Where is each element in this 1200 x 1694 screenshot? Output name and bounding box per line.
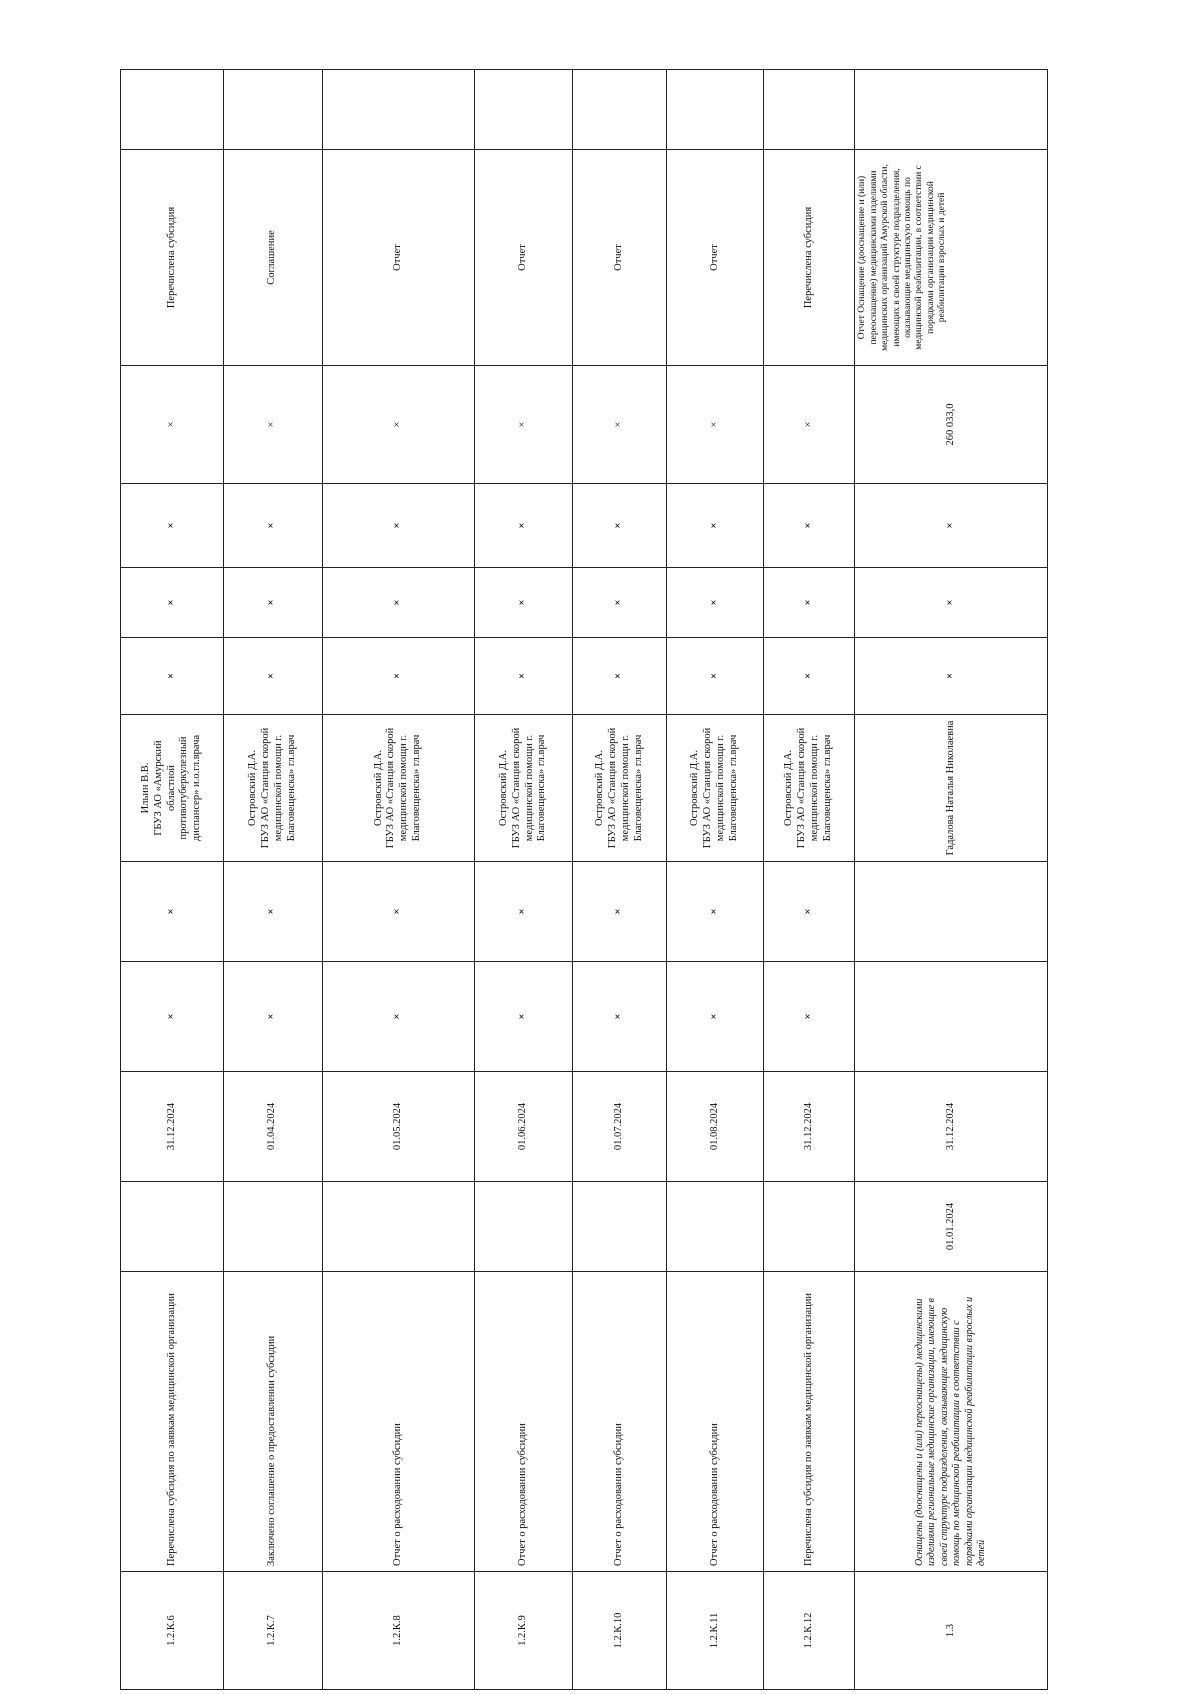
mark-cell: ×: [322, 962, 474, 1072]
responsible-person: Ильин В.В. ГБУЗ АО «Амурский областной противотуберкулезный диспансер» и.о.гл.врача: [121, 715, 224, 862]
mark-cell: ×: [121, 638, 224, 715]
mark-cell: ×: [667, 862, 763, 962]
mark-cell: ×: [121, 484, 224, 568]
amount-cell: 260 033,0: [855, 366, 1048, 484]
empty-cell: [573, 70, 667, 150]
responsible-person: Островский Д.А. ГБУЗ АО «Станция скорой медицинской помощи г. Благовещенска» гл.врач: [667, 715, 763, 862]
responsible-person: Островский Д.А. ГБУЗ АО «Станция скорой медицинской помощи г. Благовещенска» гл.врач: [573, 715, 667, 862]
amount-cell: ×: [573, 366, 667, 484]
mark-cell: ×: [121, 568, 224, 638]
start-date: [121, 1182, 224, 1272]
result-document: Отчет Оснащение (дооснащение и (или) переоснащение) медицинскими изделиями медицинских организаций Амурской области, имеющих в своей структуре подразделения, оказывающие медицинскую помощь по медицинской реабилитации, в соответствии с порядками организации медицинской реабилитации взрослых и детей: [855, 150, 1048, 366]
mark-cell: ×: [573, 484, 667, 568]
result-document: Перечислена субсидия: [763, 150, 855, 366]
end-date: 01.07.2024: [573, 1072, 667, 1182]
result-document: Отчет: [667, 150, 763, 366]
start-date: [573, 1182, 667, 1272]
amount-cell: ×: [224, 366, 323, 484]
row-name: Отчет о расходовании субсидии: [667, 1272, 763, 1572]
amount-cell: ×: [121, 366, 224, 484]
end-date: 31.12.2024: [855, 1072, 1048, 1182]
result-document: Соглашение: [224, 150, 323, 366]
empty-cell: [474, 70, 573, 150]
mark-cell: ×: [224, 962, 323, 1072]
table-row: [474, 70, 573, 1690]
row-code: 1.2.К.12: [763, 1572, 855, 1690]
row-code: 1.2.К.7: [224, 1572, 323, 1690]
row-code: 1.2.К.11: [667, 1572, 763, 1690]
row-name: Перечислена субсидия по заявкам медицинской организации: [121, 1272, 224, 1572]
mark-cell: ×: [763, 862, 855, 962]
row-code: 1.3: [855, 1572, 1048, 1690]
mark-cell: ×: [573, 862, 667, 962]
amount-cell: ×: [322, 366, 474, 484]
end-date: 31.12.2024: [763, 1072, 855, 1182]
mark-cell: ×: [573, 568, 667, 638]
start-date: [322, 1182, 474, 1272]
mark-cell: ×: [667, 638, 763, 715]
row-code: 1.2.К.10: [573, 1572, 667, 1690]
end-date: 31.12.2024: [121, 1072, 224, 1182]
mark-cell: ×: [224, 568, 323, 638]
row-code: 1.2.К.6: [121, 1572, 224, 1690]
row-code: 1.2.К.8: [322, 1572, 474, 1690]
end-date: 01.05.2024: [322, 1072, 474, 1182]
empty-cell: [121, 70, 224, 150]
empty-cell: [855, 70, 1048, 150]
mark-cell: ×: [474, 484, 573, 568]
mark-cell: [855, 962, 1048, 1072]
row-name: Оснащены (дооснащены и (или) переоснащены) медицинскими изделиями региональные медицинские организации, имеющие в своей структуре подразделения, оказывающие медицинскую помощь по медицинской реабилитации в соответствии с порядками организации медицинской реабилитации взрослых и детей: [855, 1272, 1048, 1572]
row-name: Перечислена субсидия по заявкам медицинской организации: [763, 1272, 855, 1572]
mark-cell: ×: [573, 638, 667, 715]
mark-cell: [855, 862, 1048, 962]
row-name: Отчет о расходовании субсидии: [573, 1272, 667, 1572]
mark-cell: ×: [224, 638, 323, 715]
table-row: [322, 70, 474, 1690]
amount-cell: ×: [763, 366, 855, 484]
amount-cell: ×: [667, 366, 763, 484]
mark-cell: ×: [763, 638, 855, 715]
mark-cell: ×: [474, 962, 573, 1072]
responsible-person: Островский Д.А. ГБУЗ АО «Станция скорой медицинской помощи г. Благовещенска» гл.врач: [322, 715, 474, 862]
mark-cell: ×: [763, 568, 855, 638]
mark-cell: ×: [121, 962, 224, 1072]
mark-cell: ×: [474, 862, 573, 962]
row-code: 1.2.К.9: [474, 1572, 573, 1690]
start-date: [224, 1182, 323, 1272]
mark-cell: ×: [322, 568, 474, 638]
table-row: [224, 70, 323, 1690]
row-name: Отчет о расходовании субсидии: [474, 1272, 573, 1572]
start-date: [667, 1182, 763, 1272]
start-date: 01.01.2024: [855, 1182, 1048, 1272]
table-row: [763, 70, 855, 1690]
mark-cell: ×: [855, 638, 1048, 715]
empty-cell: [667, 70, 763, 150]
result-document: Отчет: [322, 150, 474, 366]
end-date: 01.04.2024: [224, 1072, 323, 1182]
mark-cell: ×: [573, 962, 667, 1072]
end-date: 01.08.2024: [667, 1072, 763, 1182]
result-document: Перечислена субсидия: [121, 150, 224, 366]
mark-cell: ×: [855, 568, 1048, 638]
table-row: [667, 70, 763, 1690]
result-document: Отчет: [474, 150, 573, 366]
mark-cell: ×: [322, 638, 474, 715]
mark-cell: ×: [121, 862, 224, 962]
table-row: [573, 70, 667, 1690]
mark-cell: ×: [224, 862, 323, 962]
result-document: Отчет: [573, 150, 667, 366]
mark-cell: ×: [224, 484, 323, 568]
rotated-table-container: [120, 70, 1048, 1690]
mark-cell: ×: [667, 484, 763, 568]
row-name: Отчет о расходовании субсидии: [322, 1272, 474, 1572]
mark-cell: ×: [322, 862, 474, 962]
start-date: [474, 1182, 573, 1272]
empty-cell: [322, 70, 474, 150]
mark-cell: ×: [763, 484, 855, 568]
start-date: [763, 1182, 855, 1272]
empty-cell: [763, 70, 855, 150]
empty-cell: [224, 70, 323, 150]
mark-cell: ×: [763, 962, 855, 1072]
end-date: 01.06.2024: [474, 1072, 573, 1182]
activity-plan-table: [120, 69, 1048, 1690]
table-row: [855, 70, 1048, 1690]
responsible-person: Островский Д.А. ГБУЗ АО «Станция скорой медицинской помощи г. Благовещенска» гл.врач: [763, 715, 855, 862]
mark-cell: ×: [322, 484, 474, 568]
table-row: [121, 70, 224, 1690]
responsible-person: Островский Д.А. ГБУЗ АО «Станция скорой медицинской помощи г. Благовещенска» гл.врач: [224, 715, 323, 862]
amount-cell: ×: [474, 366, 573, 484]
mark-cell: ×: [855, 484, 1048, 568]
mark-cell: ×: [474, 568, 573, 638]
responsible-person: Гадалова Наталья Николаевна: [855, 715, 1048, 862]
mark-cell: ×: [667, 568, 763, 638]
mark-cell: ×: [474, 638, 573, 715]
mark-cell: ×: [667, 962, 763, 1072]
responsible-person: Островский Д.А. ГБУЗ АО «Станция скорой медицинской помощи г. Благовещенска» гл.врач: [474, 715, 573, 862]
row-name: Заключено соглашение о предоставлении субсидии: [224, 1272, 323, 1572]
